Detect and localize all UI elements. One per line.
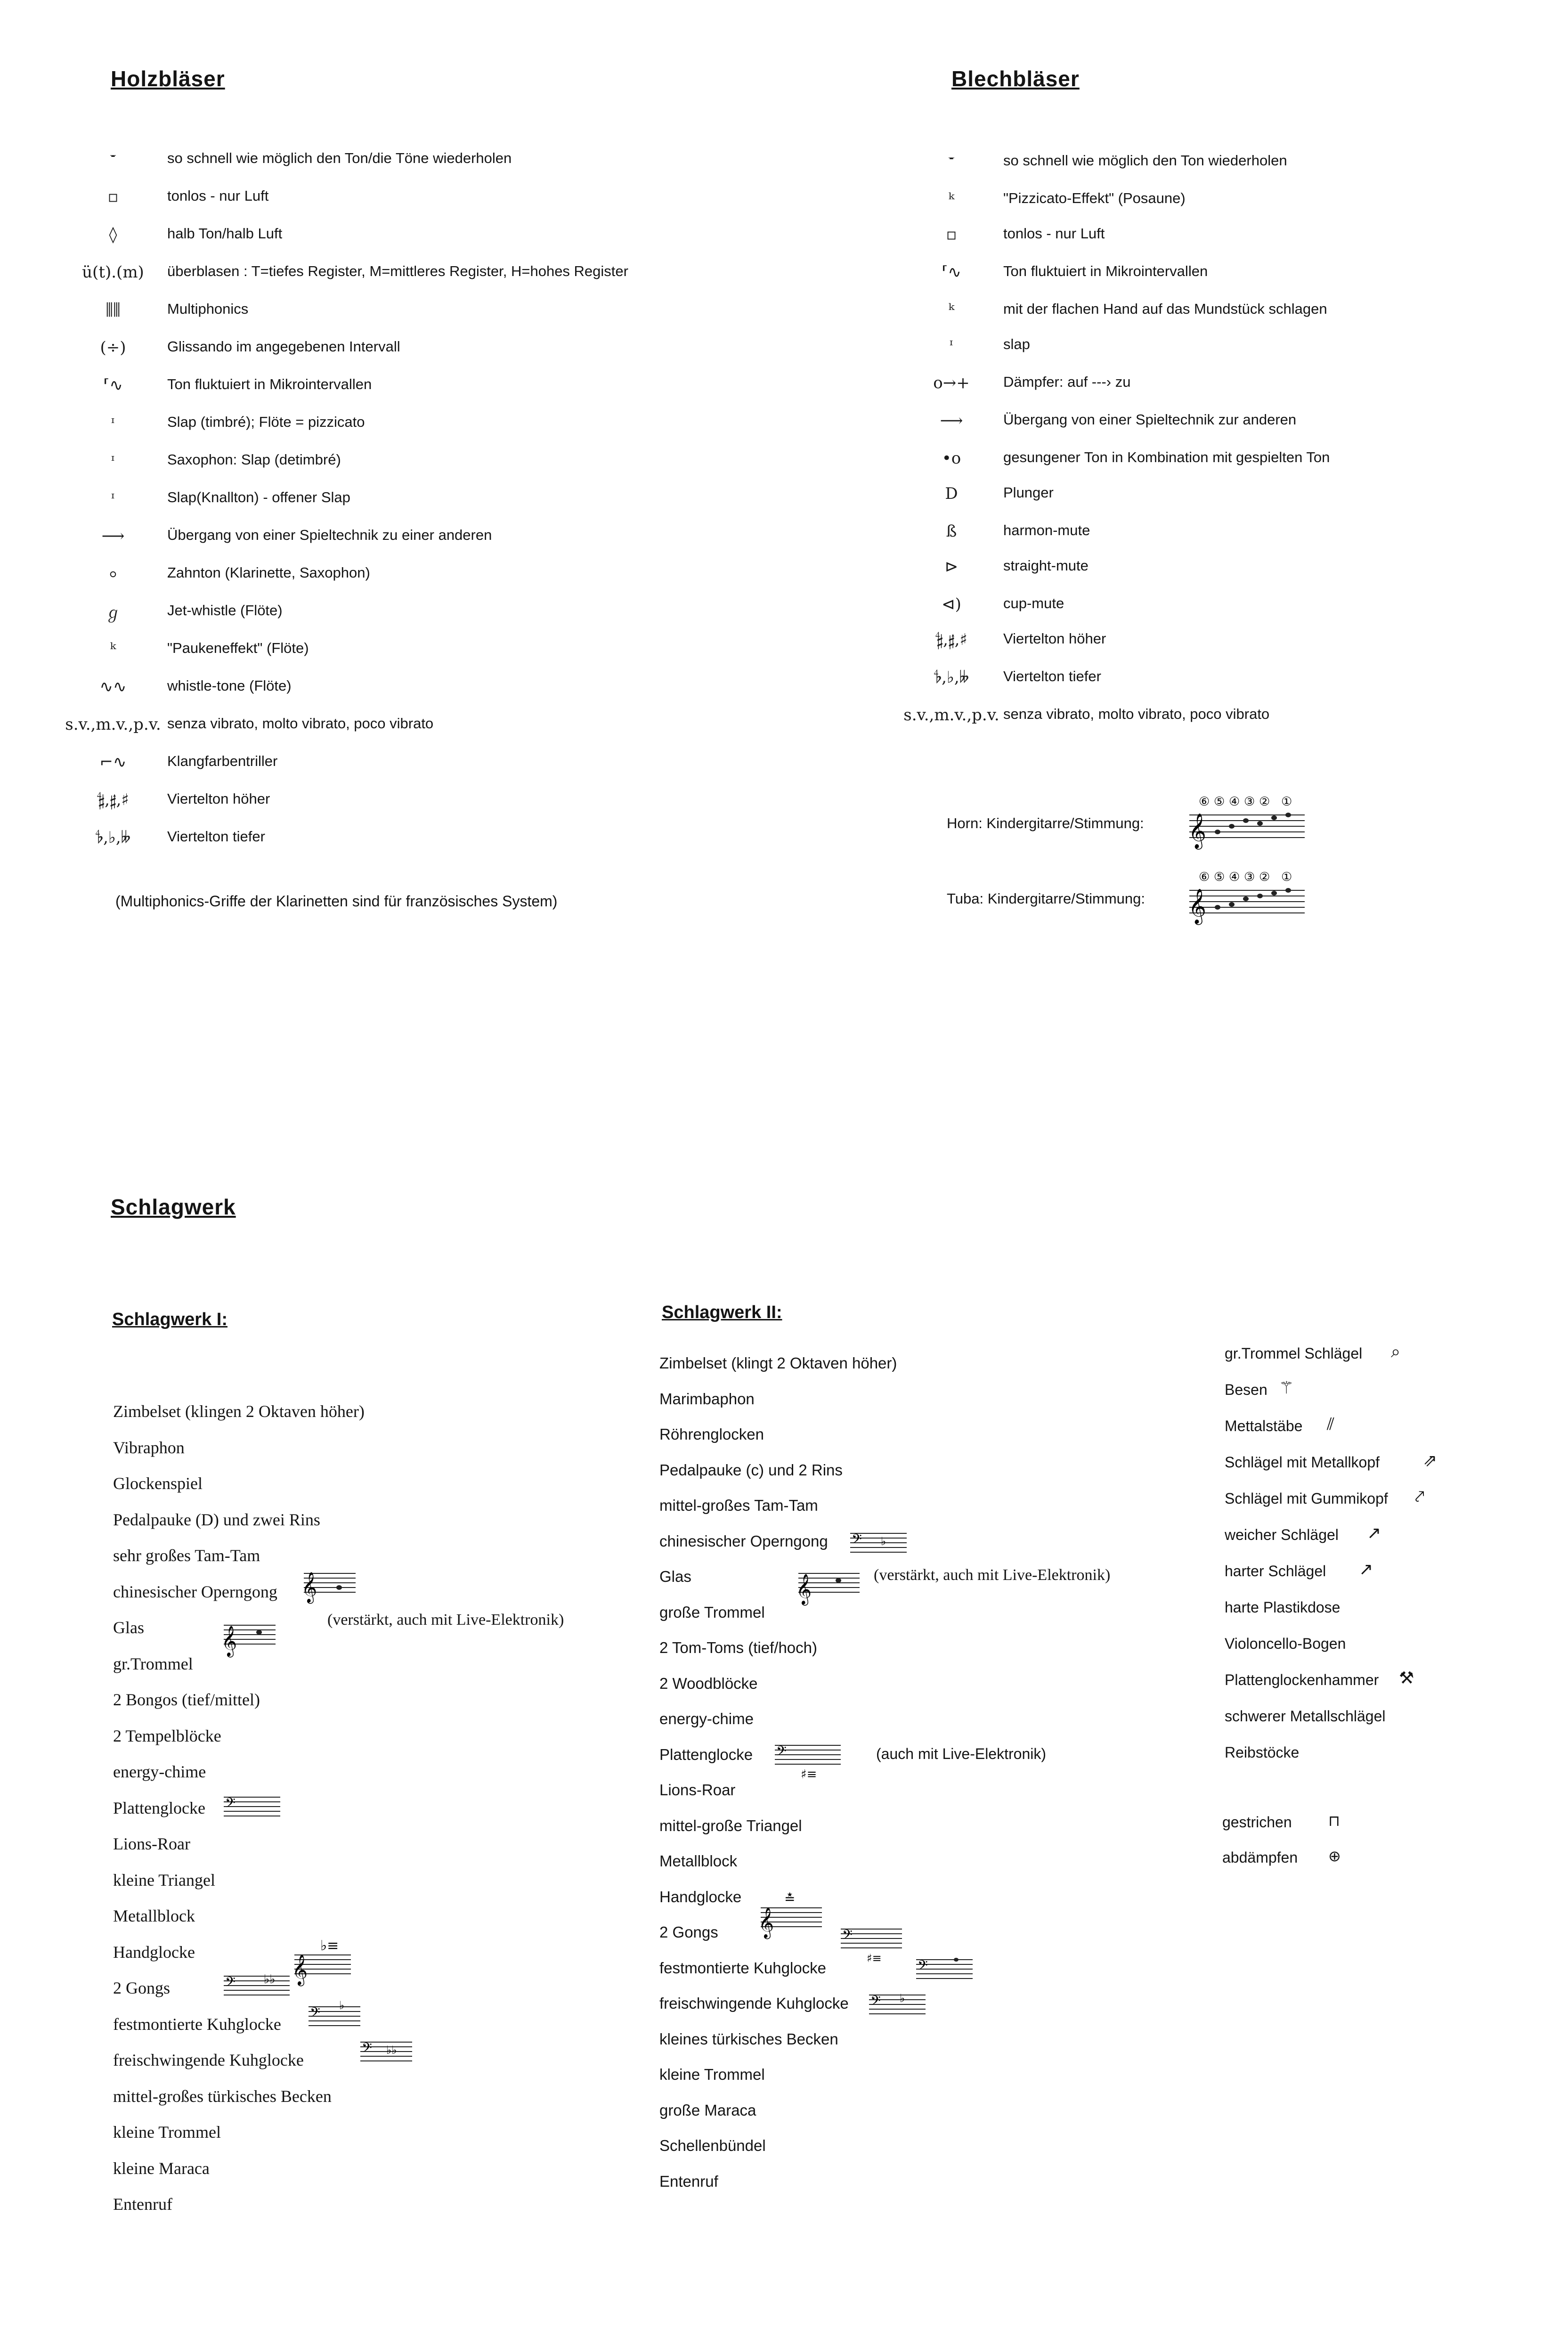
quarter-sharp-icon: 𝄲,𝄰,♯ (935, 630, 967, 649)
holz-legend-row (66, 749, 725, 775)
holz-legend-row (66, 297, 725, 323)
holz-legend-row (66, 561, 725, 587)
mallet-item-label: gr.Trommel Schlägel (1225, 1345, 1363, 1362)
whistle-tone-icon: ∿∿ (99, 677, 127, 696)
blech-legend-text: Ton fluktuiert in Mikrointervallen (1003, 263, 1208, 279)
schlagwerk1-item: 2 Gongs (113, 1979, 171, 1997)
schlagwerk2-item: Lions-Roar (659, 1781, 736, 1799)
glissando-interval-icon: (÷) (100, 338, 126, 357)
damp-icon: ⊕ (1328, 1847, 1341, 1865)
schlagwerk1-item: kleine Trommel (113, 2123, 221, 2142)
straight-mute-icon: ⊳ (944, 557, 959, 576)
metal-head-mallet-icon: ⇗ (1423, 1451, 1438, 1470)
blech-legend-row (909, 627, 1545, 653)
brush-icon: ⚚ (1279, 1378, 1294, 1398)
blech-legend-row (909, 186, 1545, 212)
blech-legend-row (909, 332, 1545, 358)
schlagwerk1-item: gr.Trommel (113, 1654, 193, 1673)
hand-slap-icon: ᵏ (948, 301, 955, 319)
mallet-item-label: weicher Schlägel (1225, 1526, 1339, 1543)
operngong-staff-1 (301, 1555, 358, 1606)
holz-legend-text: halb Ton/halb Luft (167, 225, 283, 242)
arrow-icon: ⟶ (101, 527, 125, 546)
schlagwerk2-item: Marimbaphon (659, 1390, 755, 1408)
schlagwerk1-item: kleine Maraca (113, 2159, 210, 2178)
holz-legend-text: Slap (timbré); Flöte = pizzicato (167, 414, 365, 430)
arrow-icon: ⟶ (940, 411, 963, 430)
schlagwerk1-item: energy-chime (113, 1762, 206, 1781)
blech-legend-row (909, 445, 1545, 472)
glas-staff-1 (221, 1606, 278, 1663)
holz-legend-row (66, 448, 725, 474)
blech-legend-row (909, 518, 1545, 545)
kuhglocke-fest-staff-1 (306, 2000, 363, 2033)
holz-legend-row (66, 824, 725, 851)
blech-legend-row (909, 591, 1545, 618)
svg-text:③: ③ (1244, 795, 1255, 809)
holz-legend-row (66, 598, 725, 625)
schlagwerk2-item: mittel-große Triangel (659, 1817, 802, 1834)
bowed-icon: ⊓ (1328, 1812, 1340, 1830)
holzblaeser-footnote: (Multiphonics-Griffe der Klarinetten sind für französisches System) (115, 893, 558, 910)
tremolo-icon: 𝄻 (948, 152, 955, 171)
holz-legend-text: Viertelton höher (167, 790, 270, 807)
svg-text:𝄢: 𝄢 (225, 1795, 236, 1814)
svg-text:⑥: ⑥ (1199, 795, 1210, 809)
slap-timbre-icon: ᶦ (111, 414, 115, 432)
holz-legend-text: whistle-tone (Flöte) (167, 677, 292, 694)
horn-tuning-label: Horn: Kindergitarre/Stimmung: (947, 815, 1144, 831)
tremolo-icon: 𝄻 (110, 150, 116, 169)
schlagwerk2-item: Metallblock (659, 1852, 738, 1870)
svg-text:𝄞: 𝄞 (796, 1574, 812, 1604)
svg-text:𝄞: 𝄞 (1188, 889, 1206, 924)
blech-legend-text: Viertelton tiefer (1003, 668, 1101, 684)
schlagwerk2-item: festmontierte Kuhglocke (659, 1959, 827, 1977)
mallet-item-label: Besen (1225, 1381, 1267, 1398)
svg-text:𝄢: 𝄢 (310, 2005, 320, 2024)
mallet-item-label: Plattenglockenhammer (1225, 1671, 1379, 1688)
schlagwerk1-glas-note: (verstärkt, auch mit Live-Elektronik) (327, 1611, 564, 1629)
holz-legend-text: so schnell wie möglich den Ton/die Töne wiederholen (167, 150, 512, 166)
vibrato-icon: s.v.,m.v.,p.v. (903, 706, 999, 725)
metal-rods-icon: ⫽ (1327, 1415, 1335, 1434)
schlagwerk1-item: Plattenglocke (113, 1799, 205, 1817)
glas-staff-2 (796, 1555, 862, 1616)
blech-legend-text: harmon-mute (1003, 522, 1090, 538)
holz-legend-row (66, 674, 725, 700)
schlagwerk1-item: Zimbelset (klingen 2 Oktaven höher) (113, 1402, 365, 1421)
schlagwerk2-item: Entenruf (659, 2173, 718, 2190)
blechblaeser-title: Blechbläser (951, 66, 1080, 91)
holz-legend-row (66, 485, 725, 512)
holz-legend-text: Ton fluktuiert in Mikrointervallen (167, 376, 372, 392)
holz-legend-text: Übergang von einer Spieltechnik zu einer anderen (167, 527, 492, 543)
svg-text:𝄢: 𝄢 (870, 1993, 881, 2012)
schlagwerk1-item: Pedalpauke (D) und zwei Rins (113, 1510, 320, 1529)
schlagwerk2-item: Plattenglocke (659, 1746, 753, 1763)
schlagwerk1-item: 2 Bongos (tief/mittel) (113, 1690, 260, 1709)
svg-text:𝄢: 𝄢 (776, 1743, 787, 1762)
svg-text:♭♭: ♭♭ (386, 2044, 397, 2057)
svg-text:♭: ♭ (881, 1535, 886, 1548)
micro-fluctuation-icon: ⸢∿ (103, 376, 123, 395)
square-notehead-icon: ▫ (107, 187, 119, 206)
holz-legend-text: Klangfarbentriller (167, 753, 278, 769)
handglocke-staff-2 (758, 1884, 824, 1946)
blech-legend-row (909, 480, 1545, 507)
svg-text:𝄢: 𝄢 (362, 2040, 372, 2059)
svg-text:④: ④ (1229, 870, 1240, 884)
svg-text:②: ② (1259, 795, 1270, 809)
blech-legend-text: tonlos - nur Luft (1003, 225, 1105, 242)
schlagwerk1-item: Metallblock (113, 1906, 195, 1925)
schlagwerk1-item: mittel-großes türkisches Becken (113, 2087, 332, 2106)
open-slap-icon: ᶦ (111, 489, 115, 508)
mute-arrow-icon: o→+ (933, 374, 970, 392)
kuhglocke-frei-staff-2 (867, 1988, 928, 2021)
blech-legend-text: cup-mute (1003, 595, 1064, 611)
svg-text:♭♭: ♭♭ (264, 1972, 276, 1987)
overblow-icon: ü(t).(m) (82, 263, 144, 282)
schlagwerk2-item: Schellenbündel (659, 2137, 766, 2154)
quarter-flat-icon: 𝄳,♭,𝄫 (934, 668, 969, 687)
holz-legend-row (66, 523, 725, 549)
svg-text:𝄞: 𝄞 (221, 1626, 237, 1656)
diamond-notehead-icon: ◊ (109, 225, 117, 244)
schlagwerk2-glas-note: (verstärkt, auch mit Live-Elektronik) (874, 1566, 1111, 1584)
svg-text:𝄢: 𝄢 (852, 1531, 862, 1550)
micro-fluctuation-icon: ⸢∿ (942, 263, 961, 282)
svg-text:⑤: ⑤ (1214, 795, 1225, 809)
holz-legend-text: Jet-whistle (Flöte) (167, 602, 283, 619)
schlagwerk1-item: festmontierte Kuhglocke (113, 2015, 281, 2034)
technique-label: gestrichen (1222, 1814, 1292, 1831)
blech-legend-row (909, 259, 1545, 285)
jet-whistle-icon: ℊ (105, 603, 121, 623)
pizzicato-icon: ᵏ (948, 190, 955, 209)
gongs-staff-1 (221, 1969, 292, 2007)
slap-detimbre-icon: ᶦ (111, 451, 115, 470)
holz-legend-text: Viertelton tiefer (167, 828, 265, 845)
plattenglocke-staff-1 (221, 1790, 283, 1823)
kuhglocke-frei-staff-1 (358, 2035, 414, 2068)
schlagwerk-title: Schlagwerk (111, 1195, 236, 1219)
schlagwerk1-item: Handglocke (113, 1943, 195, 1962)
schlagwerk2-item: 2 Woodblöcke (659, 1675, 758, 1692)
holz-legend-row (66, 636, 725, 662)
svg-text:≛: ≛ (784, 1891, 796, 1906)
harmon-mute-icon: ß (946, 522, 957, 541)
timpani-effect-icon: ᵏ (110, 640, 116, 659)
schlagwerk2-platten-note: (auch mit Live-Elektronik) (876, 1745, 1046, 1762)
hammer-icon: ⚒ (1399, 1669, 1414, 1688)
schlagwerk2-item: chinesischer Operngong (659, 1532, 828, 1550)
svg-text:①: ① (1281, 795, 1292, 809)
holzblaeser-title: Holzbläser (111, 66, 225, 91)
schlagwerk2-item: Zimbelset (klingt 2 Oktaven höher) (659, 1354, 897, 1372)
svg-text:♭: ♭ (339, 2000, 345, 2012)
blech-legend-text: so schnell wie möglich den Ton wiederholen (1003, 152, 1287, 169)
plunger-icon: D (945, 484, 958, 503)
schlagwerk2-item: Röhrenglocken (659, 1425, 764, 1443)
svg-text:𝄢: 𝄢 (918, 1958, 928, 1977)
svg-text:④: ④ (1229, 795, 1240, 809)
gongs-staff-2 (838, 1922, 904, 1969)
blech-legend-text: gesungener Ton in Kombination mit gespielten Ton (1003, 449, 1330, 465)
mallet-item-label: Violoncello-Bogen (1225, 1635, 1346, 1652)
plattenglocke-staff-2 (772, 1738, 843, 1785)
blech-legend-row (909, 554, 1545, 580)
blech-legend-row (903, 702, 1545, 728)
svg-text:𝄢: 𝄢 (842, 1927, 853, 1946)
blech-legend-row (909, 664, 1545, 691)
rubber-head-mallet-icon: ⤤ (1415, 1487, 1425, 1506)
mallet-item-label: Mettalstäbe (1225, 1417, 1303, 1434)
sung-tone-icon: •o (942, 449, 961, 468)
mallet-item-label: Schlägel mit Metallkopf (1225, 1454, 1380, 1471)
schlagwerk1-item: Entenruf (113, 2195, 172, 2214)
blech-legend-text: "Pizzicato-Effekt" (Posaune) (1003, 190, 1186, 206)
timbre-trill-icon: ⌐∿ (99, 753, 127, 772)
svg-text:𝄞: 𝄞 (301, 1572, 317, 1603)
schlagwerk1-item: kleine Triangel (113, 1871, 215, 1889)
quarter-flat-icon: 𝄳,♭,𝄫 (95, 828, 131, 847)
holz-legend-text: überblasen : T=tiefes Register, M=mittleres Register, H=hohes Register (167, 263, 628, 279)
holz-legend-text: "Paukeneffekt" (Flöte) (167, 640, 309, 656)
schlagwerk2-item: mittel-großes Tam-Tam (659, 1497, 818, 1514)
mallet-item-label: Reibstöcke (1225, 1744, 1300, 1761)
blech-legend-row (909, 370, 1545, 396)
slap-icon: ᶦ (950, 336, 953, 355)
soft-mallet-icon: ↗ (1367, 1523, 1381, 1543)
blech-legend-row (909, 148, 1545, 175)
tuba-tuning-label: Tuba: Kindergitarre/Stimmung: (947, 890, 1145, 907)
cup-mute-icon: ⊲) (942, 595, 961, 614)
schlagwerk2-item: freischwingende Kuhglocke (659, 1995, 849, 2012)
multiphonic-icon: ⫼⫼ (106, 301, 121, 319)
holz-legend-text: tonlos - nur Luft (167, 187, 269, 204)
svg-text:②: ② (1259, 870, 1270, 884)
holz-legend-row (66, 259, 725, 285)
blech-legend-text: straight-mute (1003, 557, 1089, 574)
svg-text:♯≡: ♯≡ (867, 1952, 882, 1965)
teeth-tone-icon: ⸰ (108, 565, 118, 584)
blech-legend-text: Viertelton höher (1003, 630, 1106, 647)
tuba-tuning-staff (1185, 867, 1307, 942)
holz-legend-text: senza vibrato, molto vibrato, poco vibrato (167, 715, 434, 732)
holz-legend-row (66, 372, 725, 399)
schlagwerk2-item: Glas (659, 1568, 691, 1585)
mallet-item-label: harter Schlägel (1225, 1563, 1326, 1580)
svg-text:①: ① (1281, 870, 1292, 884)
holz-legend-row (66, 334, 725, 361)
schlagwerk2-title: Schlagwerk II: (662, 1303, 782, 1322)
schlagwerk2-item: Pedalpauke (c) und 2 Rins (659, 1461, 843, 1479)
holz-legend-text: Zahnton (Klarinette, Saxophon) (167, 564, 370, 581)
schlagwerk2-item: kleines türkisches Becken (659, 2030, 838, 2048)
svg-text:♯≡: ♯≡ (801, 1767, 817, 1782)
schlagwerk1-item: Vibraphon (113, 1438, 185, 1457)
schlagwerk1-item: Glockenspiel (113, 1474, 203, 1493)
holz-legend-row (66, 146, 725, 172)
holz-legend-row (66, 711, 725, 738)
hard-mallet-icon: ↗ (1359, 1560, 1373, 1579)
blech-legend-row (909, 297, 1545, 323)
schlagwerk1-item: sehr großes Tam-Tam (113, 1546, 260, 1565)
blech-legend-row (909, 221, 1545, 248)
schlagwerk1-title: Schlagwerk I: (112, 1310, 227, 1329)
svg-text:𝄞: 𝄞 (758, 1907, 774, 1938)
holz-legend-row (66, 221, 725, 248)
svg-text:⑥: ⑥ (1199, 870, 1210, 884)
horn-tuning-staff (1185, 791, 1307, 862)
holz-legend-text: Slap(Knallton) - offener Slap (167, 489, 350, 505)
svg-text:③: ③ (1244, 870, 1255, 884)
schlagwerk1-item: chinesischer Operngong (113, 1582, 277, 1601)
holz-legend-text: Glissando im angegebenen Intervall (167, 338, 400, 355)
technique-label: abdämpfen (1222, 1849, 1298, 1866)
blech-legend-text: Plunger (1003, 484, 1054, 501)
schlagwerk2-item: große Trommel (659, 1604, 765, 1621)
schlagwerk1-item: Glas (113, 1618, 144, 1637)
schlagwerk1-item: Lions-Roar (113, 1834, 190, 1853)
handglocke-staff-1 (292, 1931, 353, 1993)
mallet-item-label: Schlägel mit Gummikopf (1225, 1490, 1388, 1507)
blech-legend-text: Übergang von einer Spieltechnik zur anderen (1003, 411, 1297, 428)
schlagwerk2-item: energy-chime (659, 1710, 754, 1727)
schlagwerk2-item: 2 Gongs (659, 1923, 718, 1941)
kuhglocke-fest-staff-2 (914, 1953, 975, 1986)
mallet-item-label: schwerer Metallschlägel (1225, 1708, 1386, 1725)
schlagwerk2-item: kleine Trommel (659, 2066, 765, 2083)
bass-drum-mallet-icon: ⌕ (1391, 1342, 1401, 1361)
square-notehead-icon: ▫ (946, 225, 957, 244)
schlagwerk2-item: große Maraca (659, 2101, 756, 2119)
schlagwerk1-item: 2 Tempelblöcke (113, 1726, 221, 1745)
holz-legend-row (66, 787, 725, 813)
svg-text:⑤: ⑤ (1214, 870, 1225, 884)
mallet-item-label: harte Plastikdose (1225, 1599, 1341, 1616)
schlagwerk2-item: 2 Tom-Toms (tief/hoch) (659, 1639, 817, 1656)
svg-text:♭≡: ♭≡ (320, 1938, 339, 1954)
svg-text:𝄞: 𝄞 (292, 1954, 308, 1985)
blech-legend-text: slap (1003, 336, 1030, 352)
quarter-sharp-icon: 𝄲,𝄰,♯ (97, 790, 129, 809)
blech-legend-text: senza vibrato, molto vibrato, poco vibrato (1003, 706, 1270, 722)
svg-text:𝄢: 𝄢 (225, 1974, 236, 1993)
holz-legend-text: Saxophon: Slap (detimbré) (167, 451, 341, 468)
holz-legend-row (66, 410, 725, 436)
holz-legend-row (66, 184, 725, 210)
holz-legend-text: Multiphonics (167, 301, 249, 317)
svg-text:♭: ♭ (900, 1992, 905, 2005)
blech-legend-row (909, 407, 1545, 434)
blech-legend-text: Dämpfer: auf ---› zu (1003, 374, 1131, 390)
blech-legend-text: mit der flachen Hand auf das Mundstück schlagen (1003, 301, 1327, 317)
svg-text:𝄞: 𝄞 (1188, 814, 1206, 848)
schlagwerk1-item: freischwingende Kuhglocke (113, 2051, 304, 2069)
schlagwerk2-item: Handglocke (659, 1888, 742, 1905)
vibrato-icon: s.v.,m.v.,p.v. (65, 715, 161, 734)
